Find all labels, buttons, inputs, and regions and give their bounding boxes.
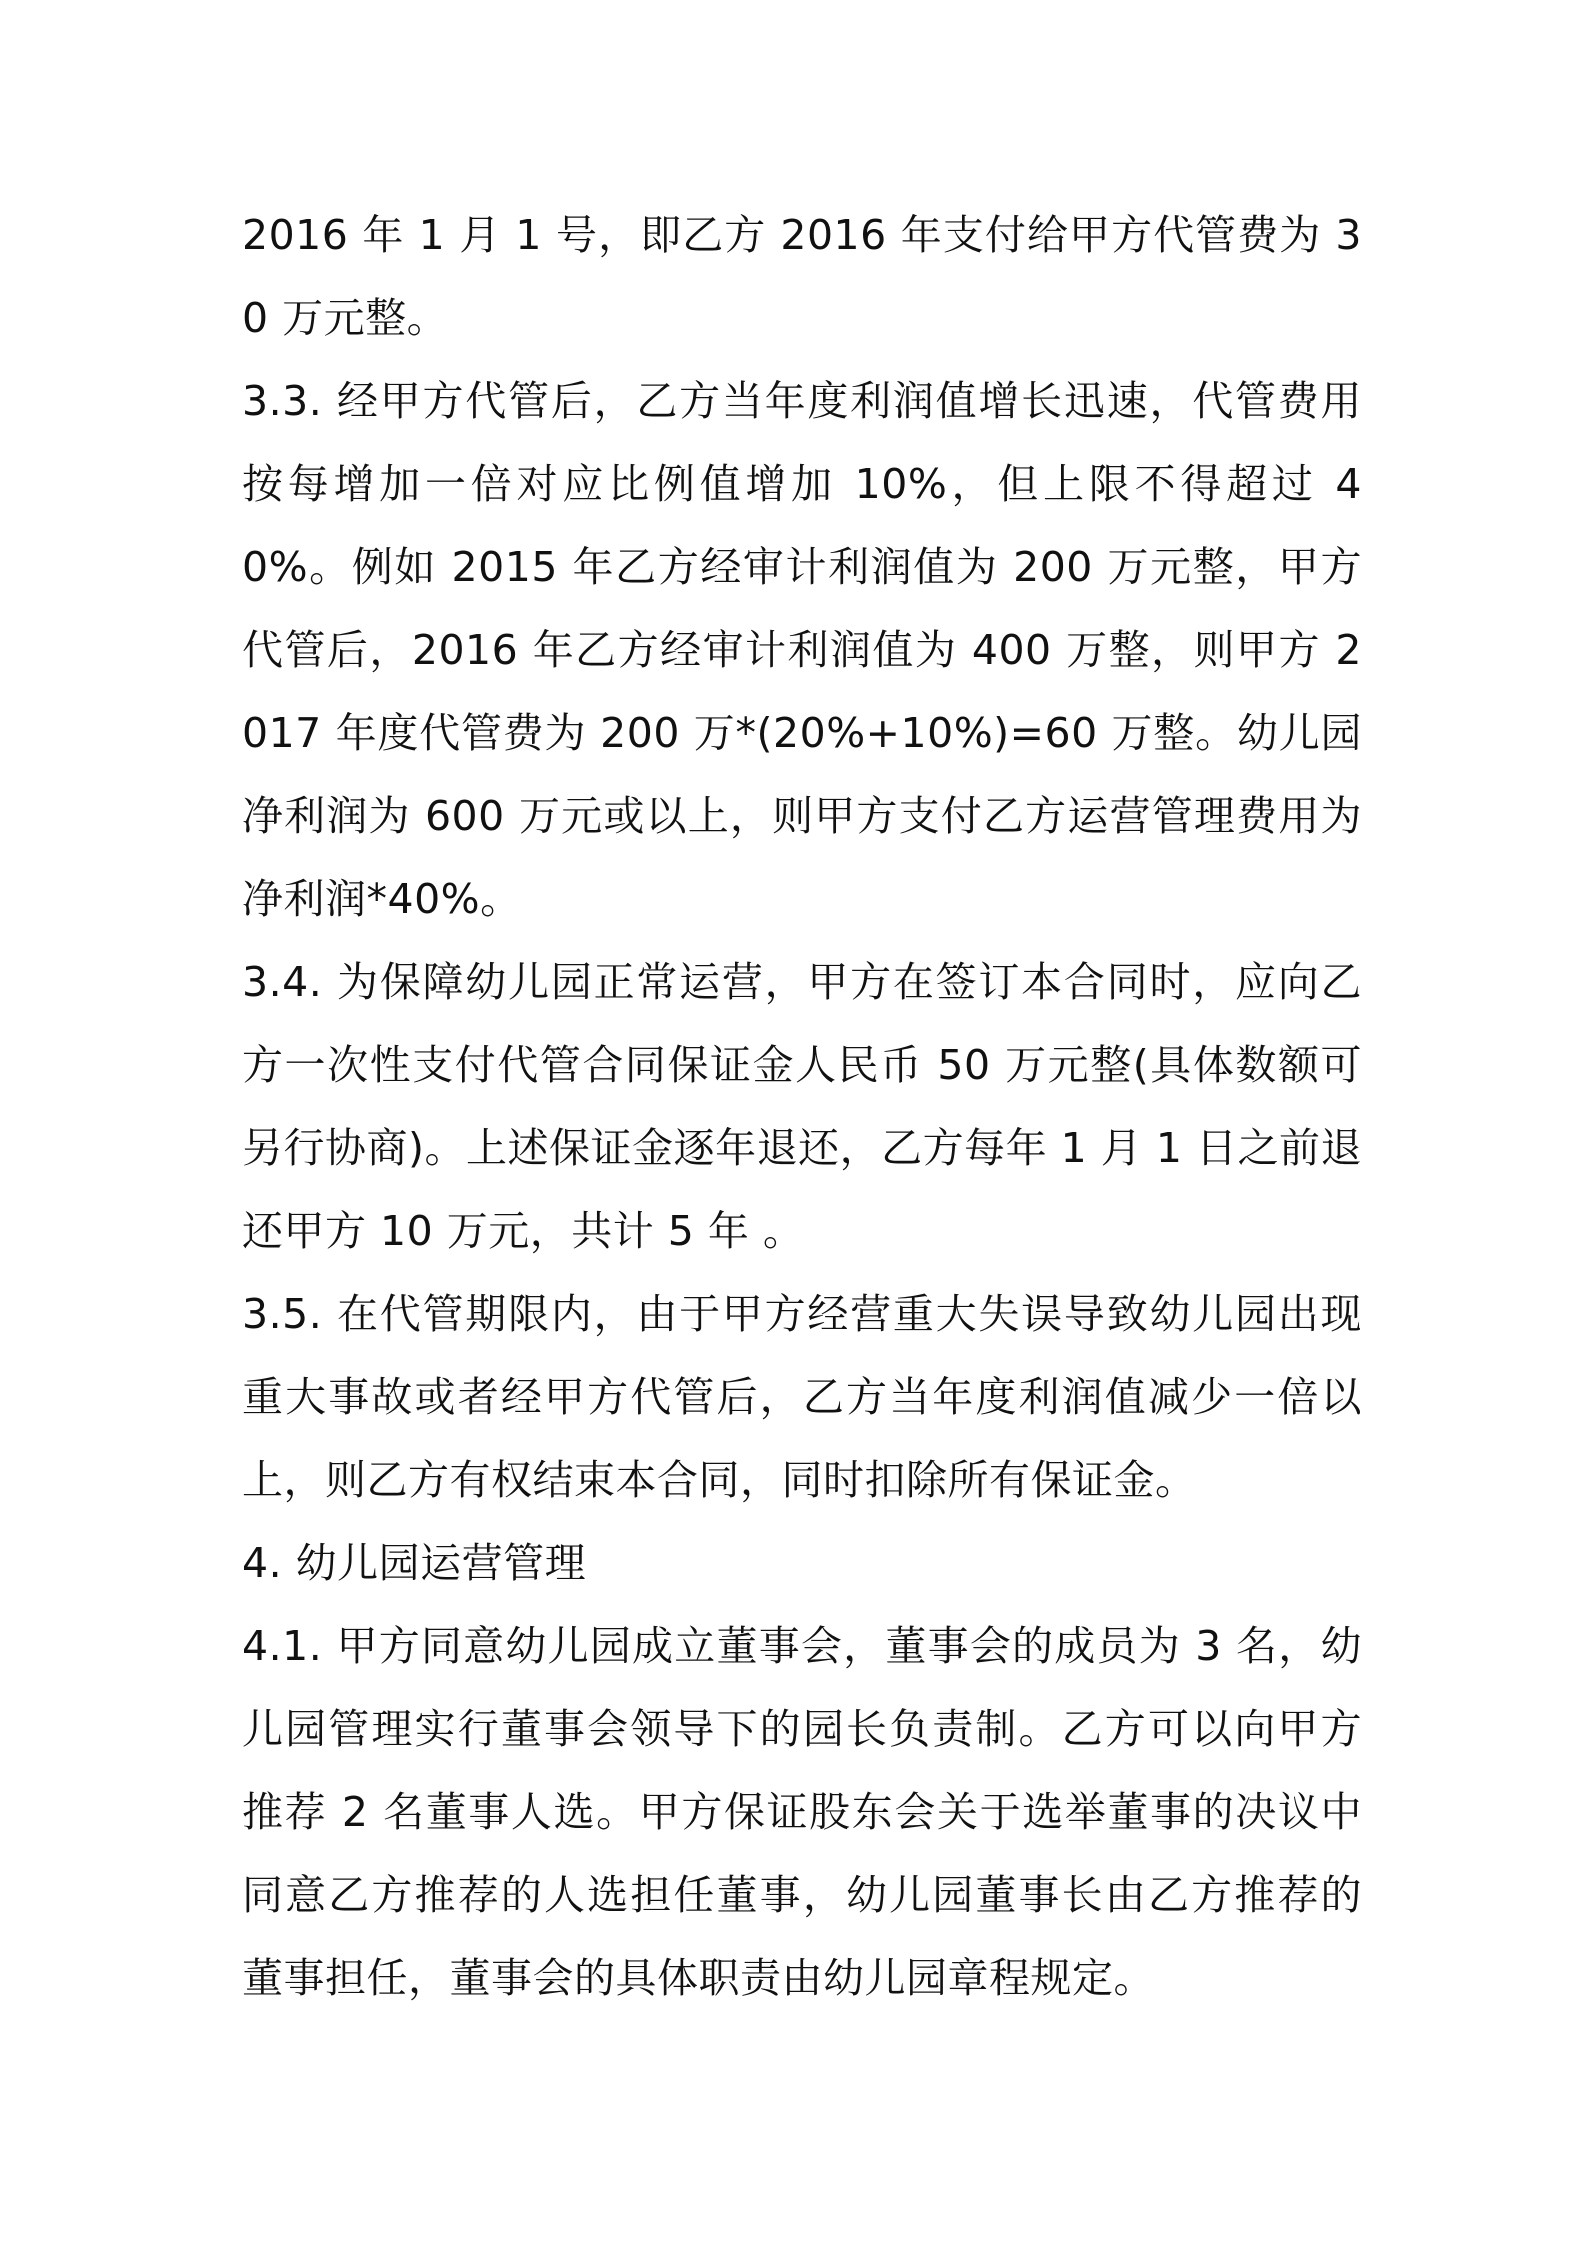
paragraph-clause-3-3: 3.3. 经甲方代管后，乙方当年度利润值增长迅速，代管费用按每增加一倍对应比例值增加 10%，但上限不得超过 40%。例如 2015 年乙方经审计利润值为 200 万元整，甲方代管后，2016 年乙方经审计利润值为 400 万整，则甲方 2017 年度代管费为 200 万*(20%+10%)=60 万整。幼儿园净利润为 600 万元或以上，则甲方支付乙方运营管理费用为净利润*40%。 (242, 377, 1362, 923)
paragraph-clause-3-5: 3.5. 在代管期限内，由于甲方经营重大失误导致幼儿园出现重大事故或者经甲方代管后，乙方当年度利润值减少一倍以上，则乙方有权结束本合同，同时扣除所有保证金。 (242, 1290, 1362, 1504)
paragraph-fee-2016: 2016 年 1 月 1 号，即乙方 2016 年支付给甲方代管费为 30 万元整。 (242, 211, 1362, 342)
document-body (242, 194, 1362, 2020)
paragraph-clause-4-1: 4.1. 甲方同意幼儿园成立董事会，董事会的成员为 3 名，幼儿园管理实行董事会领导下的园长负责制。乙方可以向甲方推荐 2 名董事人选。甲方保证股东会关于选举董事的决议中同意乙方推荐的人选担任董事，幼儿园董事长由乙方推荐的董事担任，董事会的具体职责由幼儿园章程规定。 (242, 1622, 1362, 2002)
paragraph-clause-3-4: 3.4. 为保障幼儿园正常运营，甲方在签订本合同时，应向乙方一次性支付代管合同保证金人民币 50 万元整(具体数额可另行协商)。上述保证金逐年退还，乙方每年 1 月 1 日之前退还甲方 10 万元，共计 5 年 。 (242, 958, 1362, 1255)
section-heading-4: 4. 幼儿园运营管理 (242, 1539, 587, 1587)
